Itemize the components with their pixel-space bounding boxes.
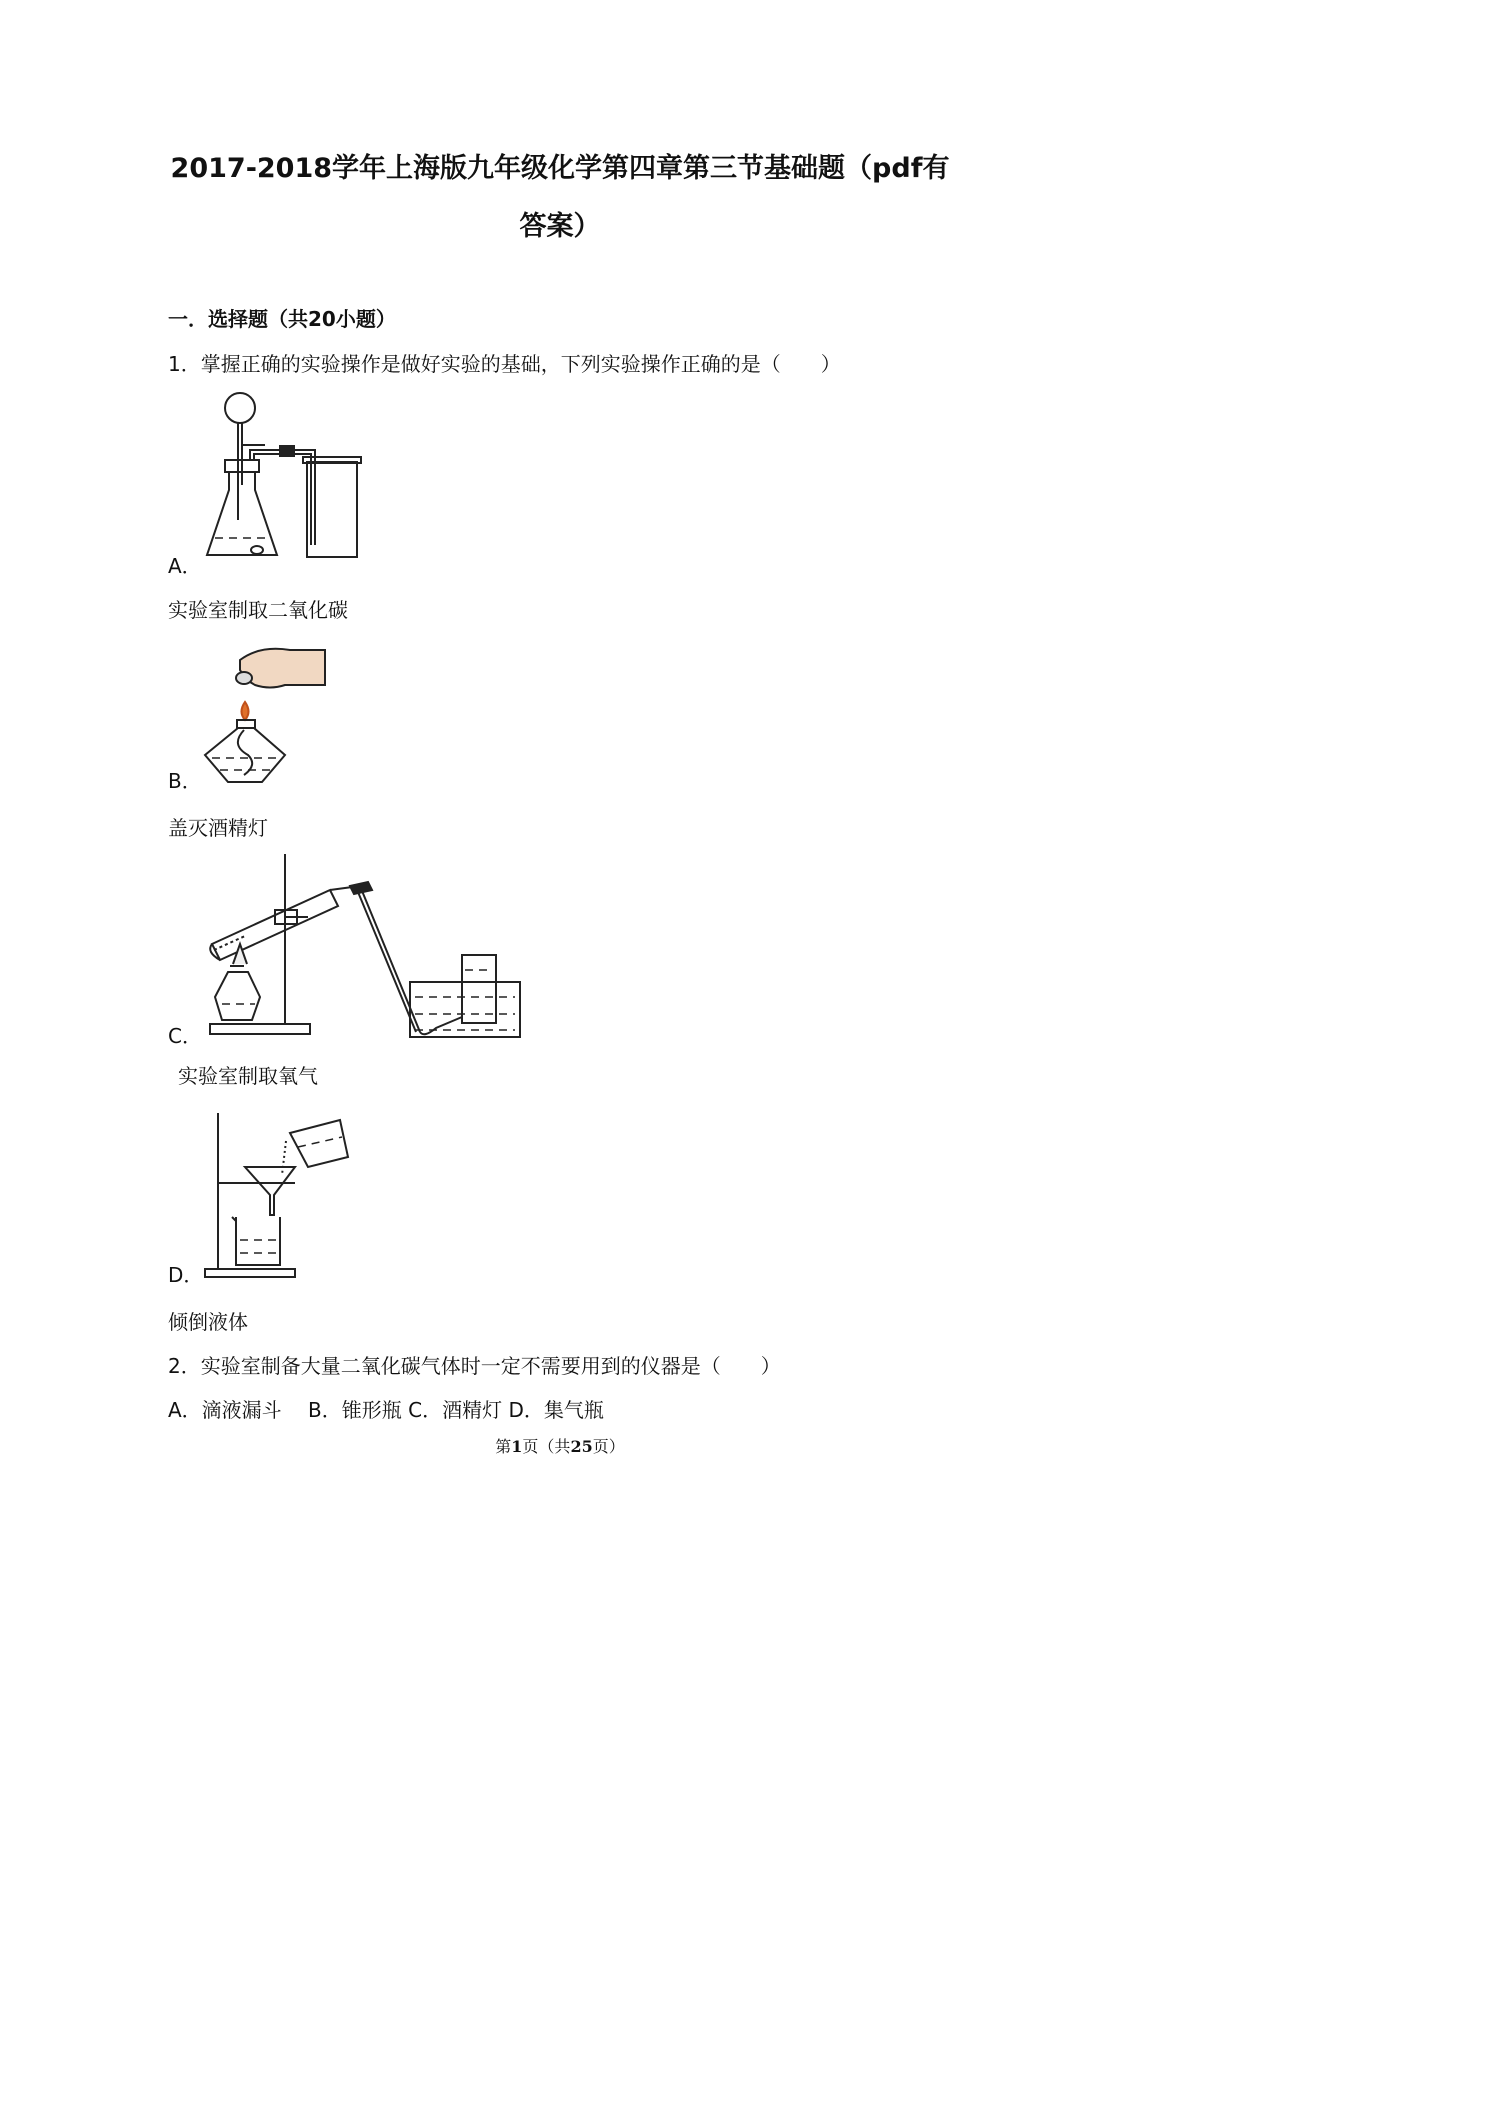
option-a-letter: A． bbox=[168, 554, 202, 578]
option-c-letter: C． bbox=[168, 1024, 202, 1048]
option-b-letter: B． bbox=[168, 769, 202, 793]
page-footer bbox=[0, 1434, 1120, 1457]
pouring-liquid-filtration-icon bbox=[200, 1105, 350, 1280]
footer-middle: 页（共 bbox=[522, 1437, 571, 1456]
footer-prefix: 第 bbox=[495, 1437, 512, 1456]
option-a-caption: 实验室制取二氧化碳 bbox=[168, 598, 348, 622]
option-d-letter: D． bbox=[168, 1263, 204, 1287]
question-1-stem: 1．掌握正确的实验操作是做好实验的基础，下列实验操作正确的是（ ） bbox=[168, 352, 841, 376]
option-c-caption: 实验室制取氧气 bbox=[178, 1064, 318, 1088]
co2-generation-apparatus-icon bbox=[195, 390, 375, 580]
document-title-line-2: 答案） bbox=[519, 211, 601, 242]
section-heading: 一．选择题（共20小题） bbox=[168, 307, 396, 331]
question-2-options: A．滴液漏斗 B．锥形瓶 C．酒精灯 D．集气瓶 bbox=[168, 1398, 604, 1422]
question-2-stem: 2．实验室制备大量二氧化碳气体时一定不需要用到的仪器是（ ） bbox=[168, 1354, 781, 1378]
oxygen-preparation-apparatus-icon bbox=[200, 852, 530, 1042]
option-d-caption: 倾倒液体 bbox=[168, 1310, 248, 1334]
footer-page-number: 1 bbox=[511, 1437, 523, 1456]
footer-suffix: 页） bbox=[592, 1437, 625, 1456]
extinguish-alcohol-lamp-icon bbox=[200, 640, 330, 790]
option-b-caption: 盖灭酒精灯 bbox=[168, 816, 268, 840]
footer-total-pages: 25 bbox=[570, 1437, 593, 1456]
document-title-line-1: 2017-2018学年上海版九年级化学第四章第三节基础题（pdf有 bbox=[170, 153, 950, 184]
